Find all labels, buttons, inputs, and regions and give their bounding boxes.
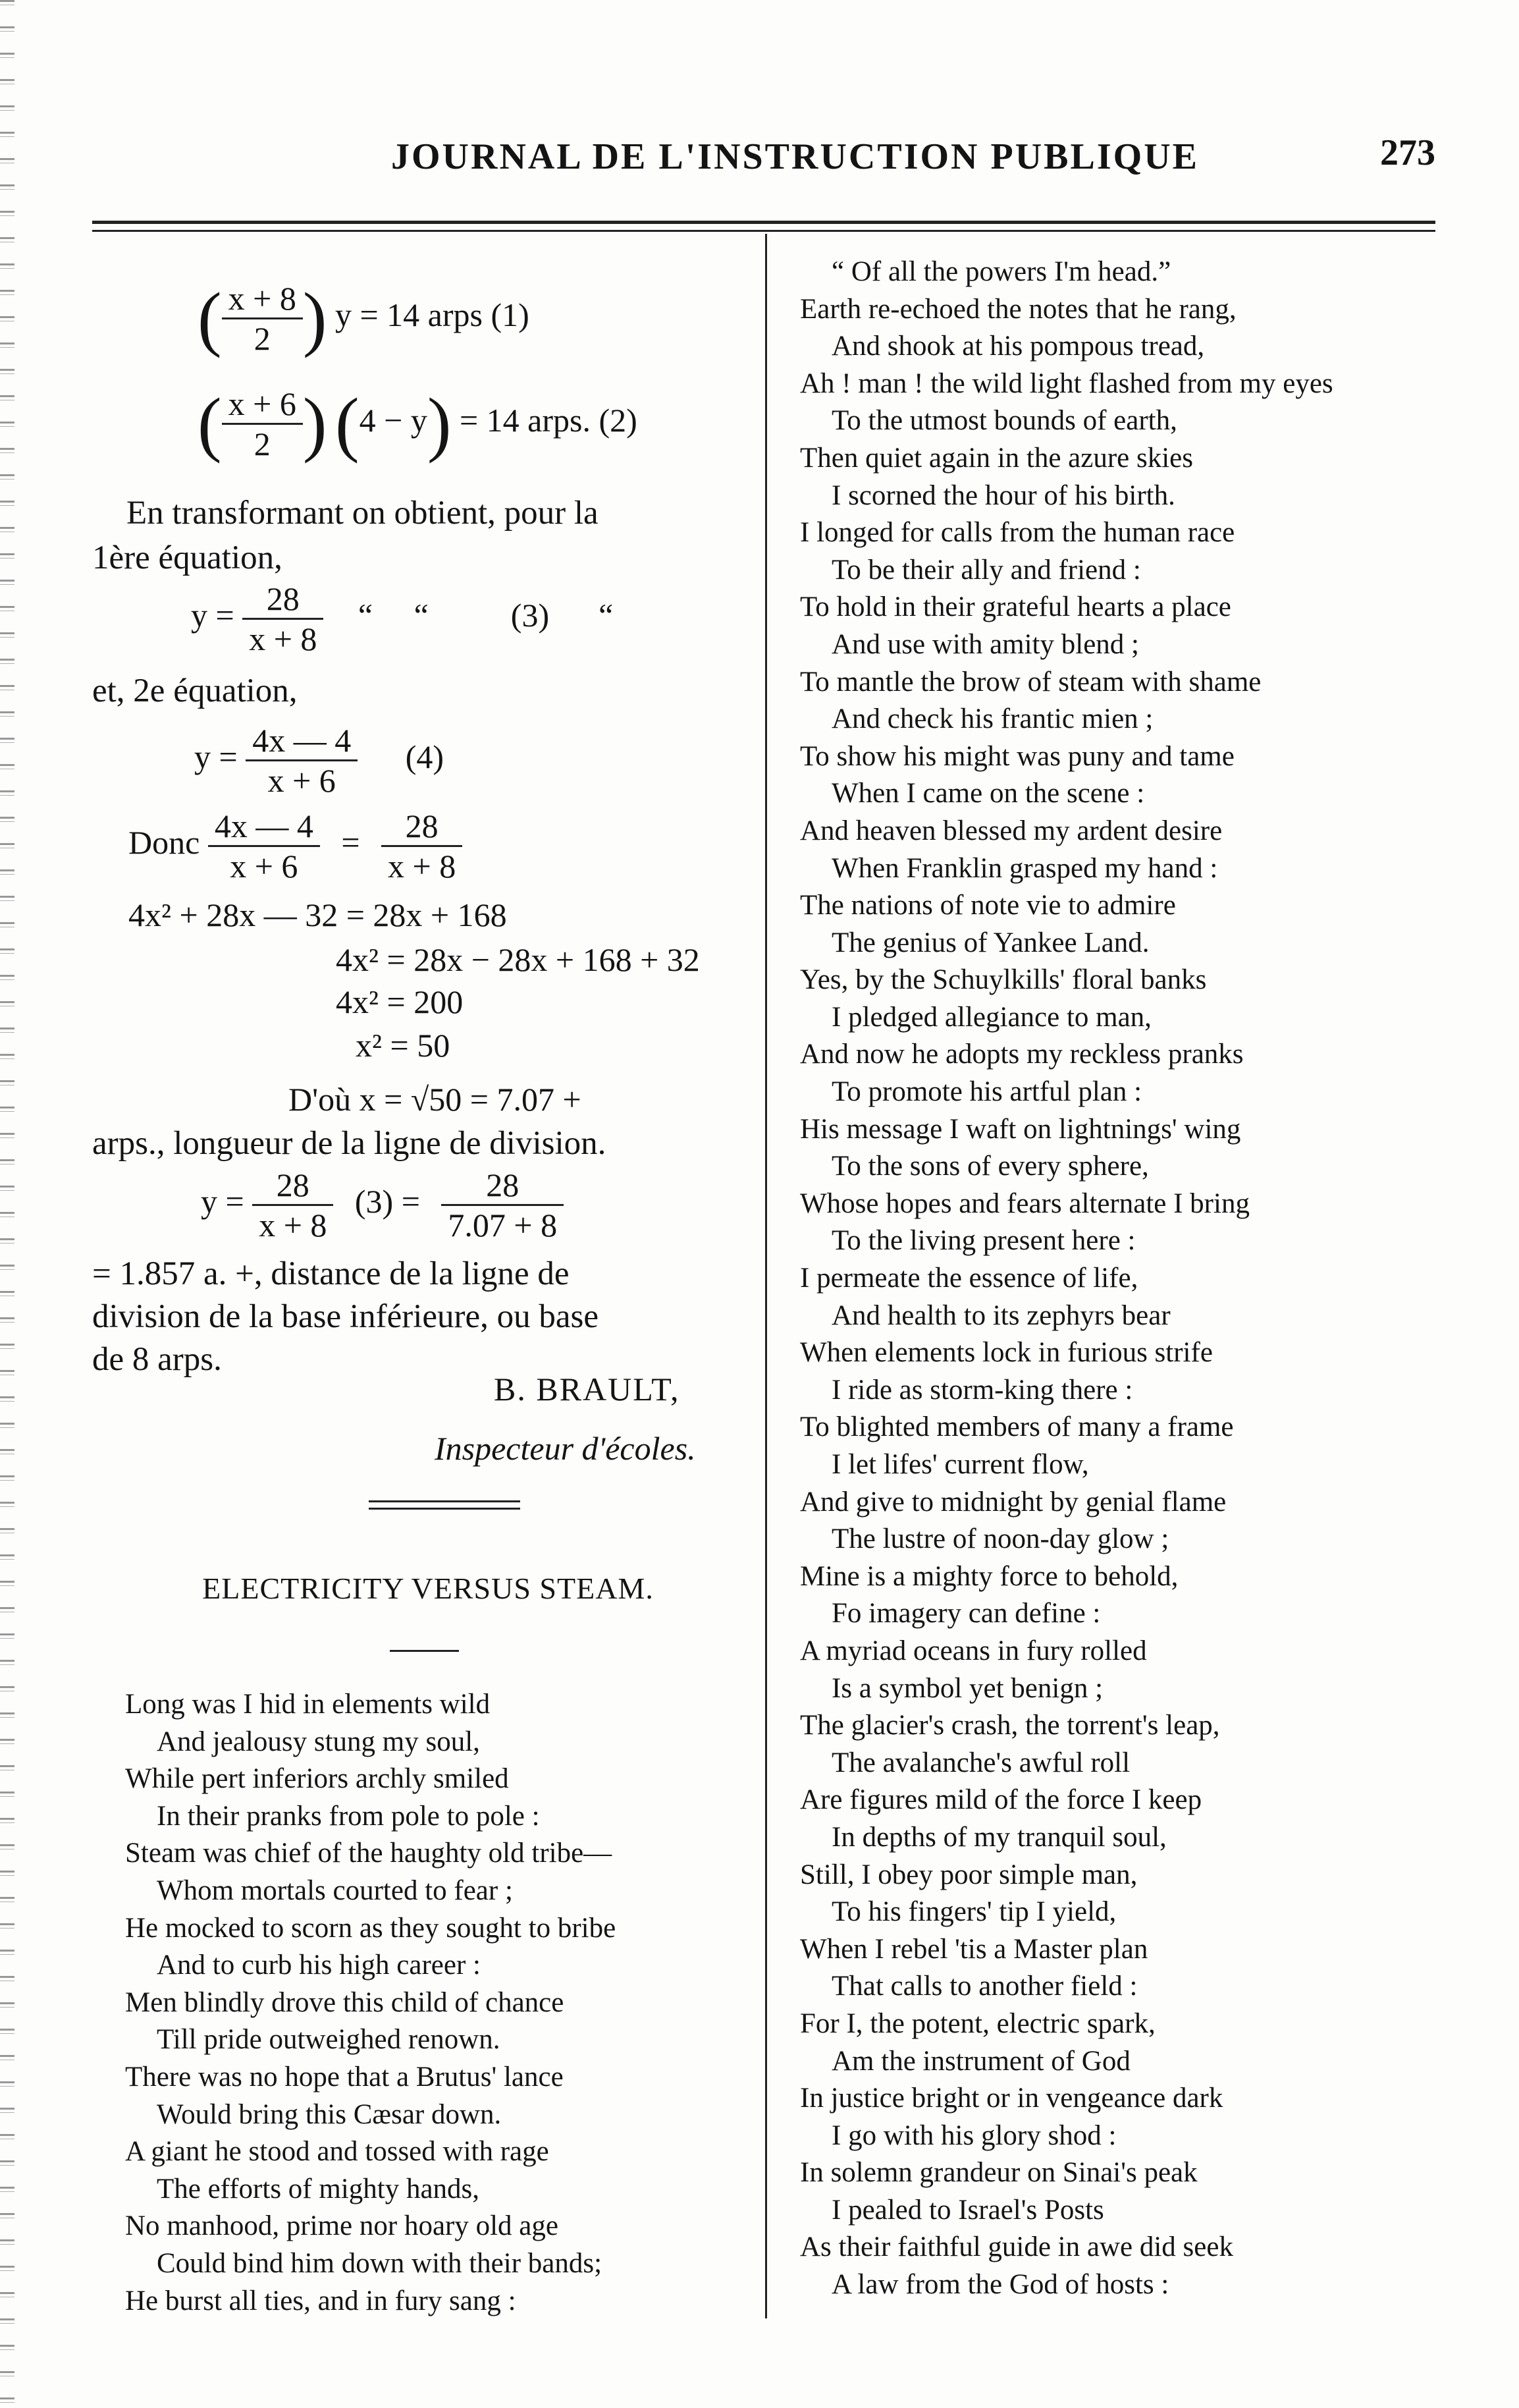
poem-line: To the sons of every sphere, [832,1151,1149,1182]
equation-4: y = $\frac{4x — 4}{x + 6}$ (4) [194,722,444,799]
paragraph-4-line-3: de 8 arps. [92,1341,222,1378]
poem-line: I pealed to Israel's Posts [832,2194,1104,2226]
poem-line: A giant he stood and tossed with rage [125,2136,549,2168]
poem-line: Are figures mild of the force I keep [800,1784,1202,1816]
poem-line: Till pride outweighed renown. [157,2024,500,2056]
poem-line: To the living present here : [832,1225,1136,1257]
journal-title: JOURNAL DE L'INSTRUCTION PUBLIQUE [391,136,1199,177]
poem-right-column [800,254,1333,2304]
poem-line: As their faithful guide in awe did seek [800,2231,1233,2263]
poem-line: Whom mortals courted to fear ; [157,1874,513,1906]
poem-line: Is a symbol yet benign ; [832,1672,1104,1704]
poem-line: To blighted members of many a frame [800,1411,1234,1443]
column-separator [765,234,767,2318]
poem-line: Ah ! man ! the wild light flashed from my eyes [800,368,1333,399]
equation-11: y = $\frac{28}{x + 8}$ (3) = $\frac{28}{7.07 + 8}$ [201,1166,564,1244]
poem-line: And heaven blessed my ardent desire [800,815,1223,846]
poem-line: When I came on the scene : [832,778,1145,809]
poem-line: I go with his glory shod : [832,2120,1117,2151]
signature-title: Inspecteur d'écoles. [435,1430,696,1467]
poem-line: And jealousy stung my soul, [157,1726,480,1757]
poem-line: Men blindly drove this child of chance [125,1986,564,2018]
poem-line: And now he adopts my reckless pranks [800,1039,1244,1070]
poem-left-column [125,1686,616,2320]
poem-line: Am the instrument of God [832,2045,1131,2077]
poem-line: In their pranks from pole to pole : [157,1800,540,1832]
poem-line: To promote his artful plan : [832,1076,1142,1108]
poem-line: No manhood, prime nor hoary old age [125,2210,558,2242]
poem-line: Whose hopes and fears alternate I bring [800,1188,1250,1219]
equation-3: y = $\frac{28}{x + 8}$ “ “ (3) “ [191,580,614,657]
page-header [92,132,1435,191]
poem-line: His message I waft on lightnings' wing [800,1113,1241,1145]
scan-edge [0,0,14,2408]
section-divider [369,1500,520,1510]
poem-line: While pert inferiors archly smiled [125,1763,509,1795]
poem-line: The genius of Yankee Land. [832,927,1150,958]
poem-line: Then quiet again in the azure skies [800,442,1194,474]
poem-line: Long was I hid in elements wild [125,1689,491,1720]
equation-5: Donc $\frac{4x — 4}{x + 6}$ = $\frac{28}{x + 8}$ [128,807,462,885]
poem-line: For I, the potent, electric spark, [800,2008,1156,2039]
poem-line: In solemn grandeur on Sinai's peak [800,2157,1198,2189]
equation-8: 4x² = 200 [336,983,464,1020]
poem-line: The nations of note vie to admire [800,890,1176,921]
poem-line: Yes, by the Schuylkills' floral banks [800,964,1207,996]
poem-line: To mantle the brow of steam with shame [800,666,1262,698]
poem-line: Mine is a mighty force to behold, [800,1560,1179,1592]
poem-line: The lustre of noon-day glow ; [832,1523,1169,1555]
poem-line: Would bring this Cæsar down. [157,2098,502,2130]
poem-line: Could bind him down with their bands; [157,2247,602,2279]
poem-line: To the utmost bounds of earth, [832,405,1177,437]
poem-line: To hold in their grateful hearts a place [800,591,1231,623]
poem-title: ELECTRICITY VERSUS STEAM. [202,1572,654,1605]
equation-9: x² = 50 [356,1027,450,1064]
poem-line: And check his frantic mien ; [832,703,1154,735]
poem-line: I longed for calls from the human race [800,517,1235,549]
poem-line: And to curb his high career : [157,1950,481,1981]
poem-line: The avalanche's awful roll [832,1747,1131,1778]
poem-line: To be their ally and friend : [832,554,1141,586]
equation-2: ( $\frac{x + 6}{2}$ ) (4 − y) = 14 arps. (2) [198,383,637,464]
poem-line: When Franklin grasped my hand : [832,852,1218,884]
poem-line: In justice bright or in vengeance dark [800,2083,1223,2114]
title-rule [390,1650,459,1652]
poem-line: There was no hope that a Brutus' lance [125,2061,564,2093]
poem-line: Steam was chief of the haughty old tribe— [125,1838,612,1869]
poem-line: I scorned the hour of his birth. [832,479,1175,511]
poem-line: When I rebel 'tis a Master plan [800,1933,1148,1965]
poem-line: To his fingers' tip I yield, [832,1896,1117,1928]
paragraph-4-line-1: = 1.857 a. +, distance de la ligne de [92,1255,570,1292]
equation-1: ( $\frac{x + 8}{2}$ ) y = 14 arps (1) [198,278,529,358]
equation-10: D'où x = √50 = 7.07 + [288,1081,581,1118]
header-rule-thin [92,230,1435,232]
poem-line: I permeate the essence of life, [800,1263,1138,1294]
poem-line: Fo imagery can define : [832,1598,1101,1629]
poem-line: Still, I obey poor simple man, [800,1859,1138,1890]
poem-line: He burst all ties, and in fury sang : [125,2285,516,2316]
page-number: 273 [1380,132,1435,173]
paragraph-4-line-2: division de la base inférieure, ou base [92,1298,599,1335]
signature-name: B. BRAULT, [494,1371,680,1408]
poem-line: In depths of my tranquil soul, [832,1821,1167,1853]
poem-line: He mocked to scorn as they sought to bribe [125,1912,616,1944]
poem-line: And use with amity blend ; [832,628,1139,660]
poem-line: Earth re-echoed the notes that he rang, [800,293,1237,325]
equation-6: 4x² + 28x — 32 = 28x + 168 [128,896,507,933]
paragraph-1-line-2: 1ère équation, [92,539,282,576]
paragraph-1-line-1: En transformant on obtient, pour la [126,495,599,532]
poem-line: And give to midnight by genial flame [800,1486,1227,1518]
header-rule [92,221,1435,224]
poem-line: I let lifes' current flow, [832,1449,1089,1480]
paragraph-2: et, 2e équation, [92,672,298,709]
poem-line: The glacier's crash, the torrent's leap, [800,1710,1220,1741]
poem-line: That calls to another field : [832,1971,1138,2002]
poem-line: And shook at his pompous tread, [832,331,1205,362]
poem-line: When elements lock in furious strife [800,1337,1213,1369]
poem-line: A myriad oceans in fury rolled [800,1635,1147,1666]
poem-line: A law from the God of hosts : [832,2269,1169,2301]
poem-line: To show his might was puny and tame [800,740,1235,772]
poem-line: I pledged allegiance to man, [832,1001,1152,1033]
poem-line: “ Of all the powers I'm head.” [832,256,1171,287]
poem-line: The efforts of mighty hands, [157,2173,480,2204]
paragraph-3: arps., longueur de la ligne de division. [92,1125,606,1162]
poem-line: I ride as storm-king there : [832,1374,1133,1406]
equation-7: 4x² = 28x − 28x + 168 + 32 [336,941,700,978]
poem-line: And health to its zephyrs bear [832,1300,1171,1331]
